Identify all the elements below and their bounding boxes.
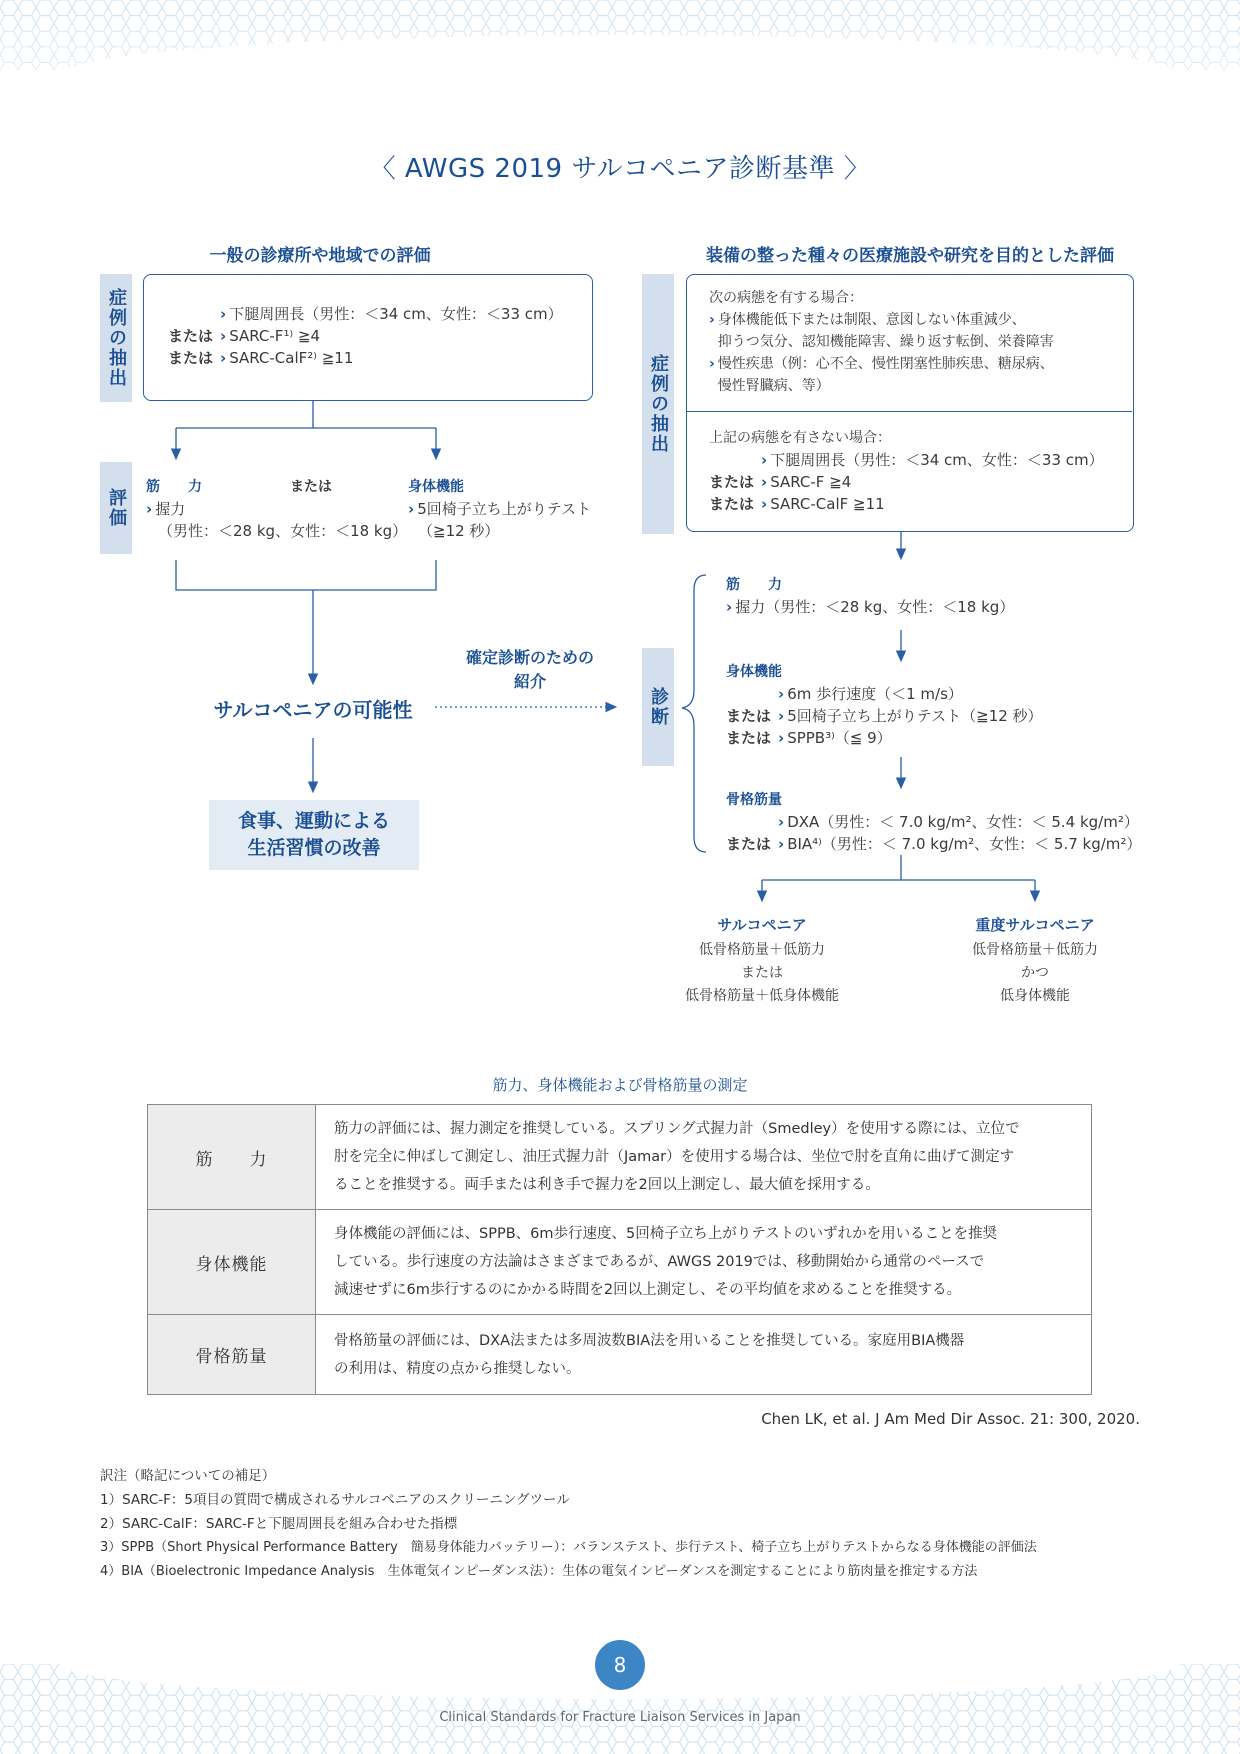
right-screening-label: 症例の抽出 — [642, 274, 674, 534]
table-row-body: 骨格筋量の評価には、DXA法または多周波数BIA法を用いることを推奨している。家庭用BIA機器 の利用は、精度の点から推奨しない。 — [316, 1315, 1092, 1395]
right-box-divider — [687, 411, 1132, 412]
right-mass-head: 骨格筋量 — [726, 792, 782, 808]
left-chair-item: › 5回椅子立ち上がりテスト — [408, 500, 592, 518]
right-column-heading: 装備の整った種々の医療施設や研究を目的とした評価 — [706, 246, 1114, 266]
footnote-item: 3）SPPB（Short Physical Performance Battery 簡易身体能力バッテリー）：バランステスト、歩行テスト、椅子立ち上がりテストからなる身体機能の評価法 — [100, 1540, 1037, 1555]
lifestyle-line: 食事、運動による — [237, 810, 390, 832]
left-function-head: 身体機能 — [408, 479, 464, 495]
left-screening-list — [168, 303, 563, 369]
severe-sarcopenia-result: 重度サルコペニア 低骨格筋量＋低筋力 かつ 低身体機能 — [972, 916, 1098, 1004]
left-chair-detail: （≧12 秒） — [418, 522, 500, 540]
page-number: 8 — [595, 1640, 645, 1690]
left-column-heading: 一般の診療所や地域での評価 — [209, 246, 431, 266]
left-grip-detail: （男性：＜28 kg、女性：＜18 kg） — [158, 522, 408, 540]
right-mass-item: › DXA（男性：＜ 7.0 kg/m²、女性：＜ 5.4 kg/m²） — [778, 813, 1139, 831]
left-screening-item: または › SARC-F¹⁾ ≧4 — [168, 327, 321, 345]
right-cond-section: 次の病態を有する場合： › 身体機能低下または制限、意図しない体重減少、 抑うつ気分、認知機能障害、繰り返す転倒、栄養障害 › 慢性疾患（例：心不全、慢性閉塞性肺疾患、糖尿病、 慢性腎臓病、等） — [709, 287, 1125, 397]
citation: Chen LK, et al. J Am Med Dir Assoc. 21: 300, 2020. — [761, 1410, 1140, 1428]
right-nocond-item: または › SARC-F ≧4 — [709, 473, 852, 491]
footnotes — [100, 1464, 1037, 1584]
footnote-item: 2）SARC-CalF：SARC-Fと下腿周囲長を組み合わせた指標 — [100, 1516, 458, 1532]
right-strength-item: › 握力（男性：＜28 kg、女性：＜18 kg） — [726, 598, 1015, 616]
left-screening-box — [143, 274, 593, 401]
footer-text: Clinical Standards for Fracture Liaison Services in Japan — [439, 1710, 801, 1725]
footnote-item: 1）SARC-F：5項目の質問で構成されるサルコペニアのスクリーニングツール — [100, 1492, 570, 1508]
footnote-item: 4）BIA（Bioelectronic Impedance Analysis 生体電気インピーダンス法）：生体の電気インピーダンスを測定することにより筋肉量を推定する方法 — [100, 1564, 978, 1579]
page-title: 〈 AWGS 2019 サルコペニア診断基準 〉 — [369, 154, 871, 184]
table-row-head: 身体機能 — [148, 1210, 316, 1315]
table-row-body: 筋力の評価には、握力測定を推奨している。スプリング式握力計（Smedley）を使用する際には、立位で 肘を完全に伸ばして測定し、油圧式握力計（Jamar）を使用する場合は、坐位で肘を直角に曲げて測定す ることを推奨する。両手または利き手で握力を2回以上測定し、最大値を採用する。 — [316, 1105, 1092, 1210]
table-row-head: 筋 力 — [148, 1105, 316, 1210]
left-eval-label: 評価 — [100, 462, 132, 554]
left-grip-item: › 握力 — [146, 500, 186, 518]
right-nocond-section: 上記の病態を有さない場合： › 下腿周囲長（男性：＜34 cm、女性：＜33 cm） または › SARC-F ≧4 または › SARC-CalF ≧11 — [709, 427, 1125, 515]
sarcopenia-result: サルコペニア 低骨格筋量＋低筋力 または 低骨格筋量＋低身体機能 — [685, 916, 839, 1004]
right-function-list — [726, 683, 1043, 749]
right-function-item: › 6m 歩行速度（＜1 m/s） — [778, 685, 963, 703]
right-function-head: 身体機能 — [726, 664, 782, 680]
lifestyle-line: 生活習慣の改善 — [247, 837, 381, 859]
left-screening-item: › 下腿周囲長（男性：＜34 cm、女性：＜33 cm） — [220, 305, 563, 323]
right-cond-item: › 慢性疾患（例：心不全、慢性閉塞性肺疾患、糖尿病、 慢性腎臓病、等） — [709, 356, 1054, 394]
right-nocond-item: または › SARC-CalF ≧11 — [709, 495, 885, 513]
table-row — [148, 1315, 1092, 1395]
left-screening-label: 症例の抽出 — [100, 274, 132, 402]
right-screening-box — [686, 274, 1134, 532]
table-row-head: 骨格筋量 — [148, 1315, 316, 1395]
lifestyle-box — [209, 800, 419, 870]
left-screening-item: または › SARC-CalF²⁾ ≧11 — [168, 349, 354, 367]
right-mass-item: または › BIA⁴⁾（男性：＜ 7.0 kg/m²、女性：＜ 5.7 kg/m²） — [726, 835, 1142, 853]
right-diagnosis-label: 診断 — [642, 648, 674, 766]
right-nocond-item: › 下腿周囲長（男性：＜34 cm、女性：＜33 cm） — [761, 451, 1104, 469]
table-row-body: 身体機能の評価には、SPPB、6m歩行速度、5回椅子立ち上がりテストのいずれかを用いることを推奨 している。歩行速度の方法論はさまざまであるが、AWGS 2019では、移動開始から通常のペースで 減速せずに6m歩行するのにかかる時間を2回以上測定し、その平均値を求めることを推奨する。 — [316, 1210, 1092, 1315]
table-row — [148, 1105, 1092, 1210]
left-or-label: または — [290, 479, 332, 495]
measurement-table — [147, 1104, 1092, 1395]
table-caption: 筋力、身体機能および骨格筋量の測定 — [492, 1076, 748, 1094]
right-function-item: または › 5回椅子立ち上がりテスト（≧12 秒） — [726, 707, 1043, 725]
right-cond-item: › 身体機能低下または制限、意図しない体重減少、 抑うつ気分、認知機能障害、繰り返す転倒、栄養障害 — [709, 312, 1054, 350]
footnotes-heading: 訳注（略記についての補足） — [100, 1468, 276, 1484]
right-function-item: または › SPPB³⁾（≦ 9） — [726, 729, 892, 747]
referral-label: 確定診断のための 紹介 — [465, 648, 594, 691]
right-mass-list — [726, 811, 1141, 855]
right-strength-head: 筋 力 — [726, 577, 782, 593]
possible-sarcopenia: サルコペニアの可能性 — [213, 698, 413, 722]
left-strength-head: 筋 力 — [146, 479, 202, 495]
table-row — [148, 1210, 1092, 1315]
